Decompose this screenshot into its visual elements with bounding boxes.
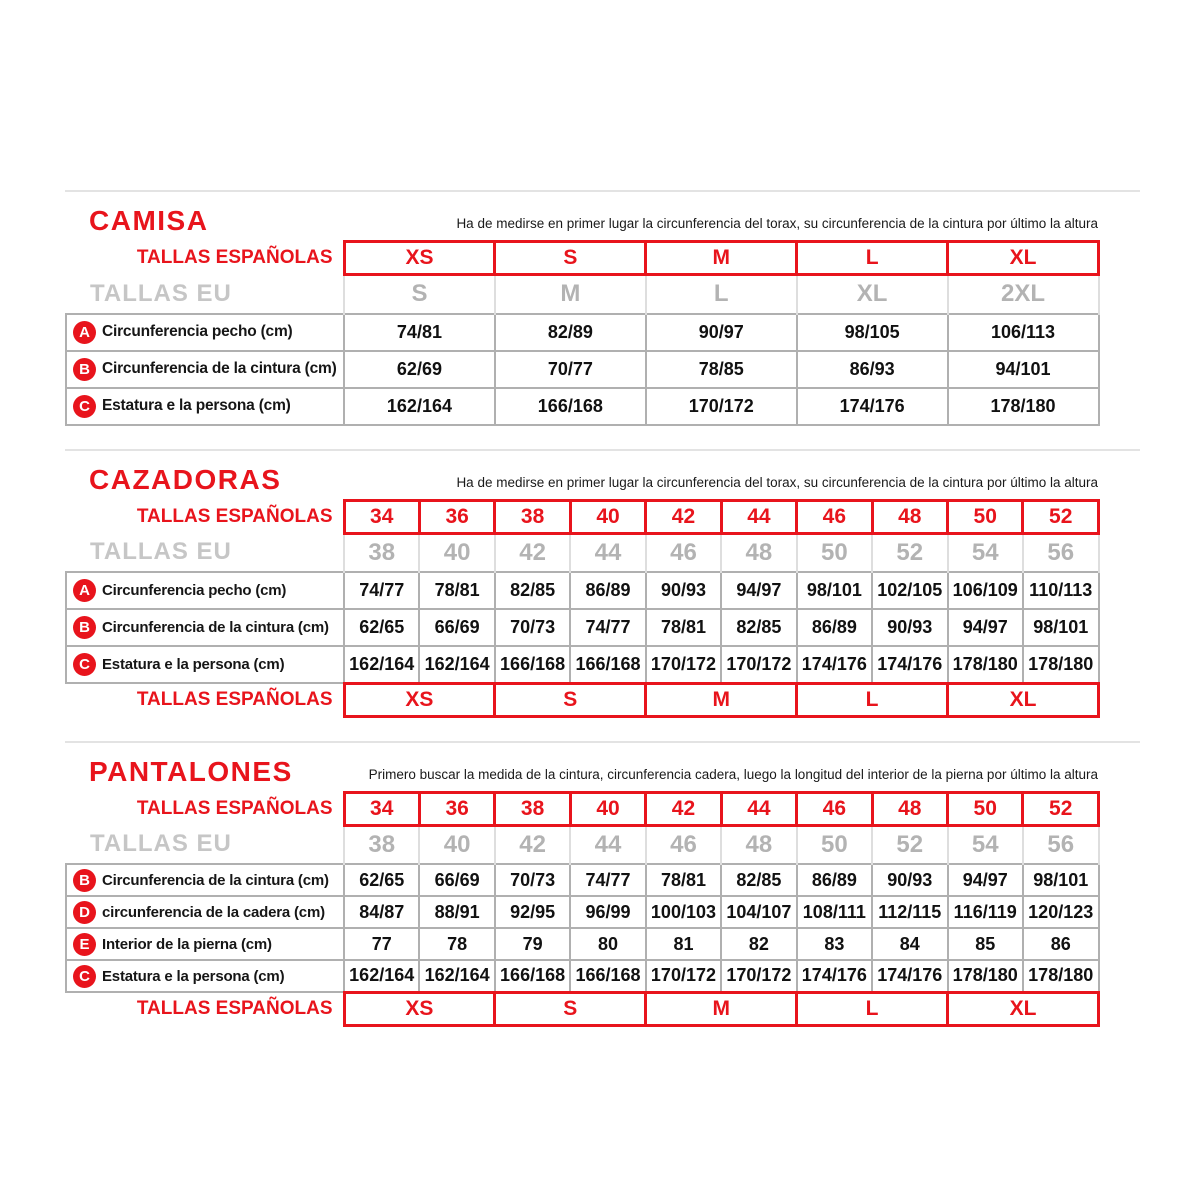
spanish-size-cell: 48: [872, 500, 947, 533]
spanish-size-cell: 40: [570, 500, 645, 533]
measurement-value-cell: 170/172: [721, 960, 796, 992]
measure-letter-badge: C: [73, 395, 96, 418]
eu-size-cell: 46: [646, 825, 721, 864]
measurement-value-cell: 86/89: [797, 864, 872, 896]
measurement-value-cell: 78/81: [646, 609, 721, 646]
spanish-sizes-label: TALLAS ESPAÑOLAS: [136, 689, 333, 710]
measurement-value-cell: 79: [495, 928, 570, 960]
spanish-size-cell: 48: [872, 792, 947, 825]
measure-letter-badge: E: [73, 933, 96, 956]
measurement-value-cell: 78/81: [419, 572, 494, 609]
eu-size-cell: 52: [872, 825, 947, 864]
measurement-value-cell: 86/89: [797, 609, 872, 646]
measure-letter-badge: A: [73, 579, 96, 602]
spanish-size-cell: 36: [419, 500, 494, 533]
measurement-value-cell: 98/101: [1023, 864, 1099, 896]
section-title: CAMISA: [89, 205, 209, 236]
eu-sizes-row: [66, 275, 1099, 314]
spanish-size-cell: S: [495, 683, 646, 716]
measurement-value-cell: 98/101: [1023, 609, 1099, 646]
spanish-size-cell: M: [646, 683, 797, 716]
measurement-label: Estatura e la persona (cm): [102, 967, 285, 985]
spanish-sizes-label: TALLAS ESPAÑOLAS: [136, 247, 333, 268]
spanish-size-cell: L: [797, 242, 948, 275]
size-table-section-cazadoras: [65, 449, 1140, 741]
spanish-size-cell: L: [797, 683, 948, 716]
eu-size-cell: 48: [721, 825, 796, 864]
eu-sizes-label: TALLAS EU: [90, 830, 232, 857]
spanish-size-cell: 38: [495, 792, 570, 825]
size-table: [65, 791, 1100, 1027]
measurement-value-cell: 178/180: [948, 388, 1099, 425]
measurement-value-cell: 66/69: [419, 609, 494, 646]
measurement-value-cell: 170/172: [646, 646, 721, 683]
measurement-value-cell: 174/176: [797, 960, 872, 992]
measurement-value-cell: 110/113: [1023, 572, 1099, 609]
measurement-value-cell: 82/85: [495, 572, 570, 609]
measurement-value-cell: 90/93: [872, 609, 947, 646]
measurement-value-cell: 90/93: [872, 864, 947, 896]
eu-size-cell: S: [344, 275, 495, 314]
measurement-label-wrap: [67, 579, 343, 602]
measurement-value-cell: 70/73: [495, 864, 570, 896]
measure-letter-badge: D: [73, 901, 96, 924]
spanish-sizes-row: [66, 500, 1099, 533]
spanish-size-cell: XL: [948, 242, 1099, 275]
measurement-value-cell: 178/180: [948, 646, 1023, 683]
measurement-label-cell: [66, 960, 344, 992]
eu-size-cell: 40: [419, 533, 494, 572]
eu-size-cell: 56: [1023, 533, 1099, 572]
spanish-size-cell: M: [646, 242, 797, 275]
measurement-value-cell: 174/176: [797, 388, 948, 425]
measurement-value-cell: 170/172: [721, 646, 796, 683]
measurement-row: [66, 960, 1099, 992]
eu-size-cell: 38: [344, 533, 419, 572]
measurement-value-cell: 85: [948, 928, 1023, 960]
size-table-section-camisa: [65, 190, 1140, 449]
measure-letter-badge: A: [73, 321, 96, 344]
measurement-value-cell: 70/77: [495, 351, 646, 388]
eu-sizes-label: TALLAS EU: [90, 538, 232, 565]
measurement-value-cell: 178/180: [1023, 646, 1099, 683]
measurement-value-cell: 78: [419, 928, 494, 960]
spanish-size-cell: 44: [721, 792, 796, 825]
measurement-label-wrap: [67, 395, 343, 418]
eu-sizes-row: [66, 533, 1099, 572]
measurement-label-cell: [66, 388, 344, 425]
spanish-size-cell: 46: [797, 792, 872, 825]
measurement-row: [66, 351, 1099, 388]
measurement-value-cell: 74/81: [344, 314, 495, 351]
measurement-value-cell: 94/97: [948, 864, 1023, 896]
measurement-value-cell: 96/99: [570, 896, 645, 928]
measurement-row: [66, 896, 1099, 928]
measurement-value-cell: 80: [570, 928, 645, 960]
measurement-value-cell: 88/91: [419, 896, 494, 928]
measurement-value-cell: 70/73: [495, 609, 570, 646]
measurement-value-cell: 81: [646, 928, 721, 960]
spanish-size-cell: L: [797, 992, 948, 1025]
spanish-sizes-label: TALLAS ESPAÑOLAS: [136, 797, 333, 819]
eu-size-cell: 40: [419, 825, 494, 864]
measurement-label: Circunferencia pecho (cm): [102, 323, 293, 340]
spanish-sizes-row: [66, 242, 1099, 275]
measurement-value-cell: 82/85: [721, 609, 796, 646]
measurement-value-cell: 84/87: [344, 896, 419, 928]
measurement-label-wrap: [67, 869, 343, 892]
spanish-size-cell: S: [495, 992, 646, 1025]
measurement-value-cell: 66/69: [419, 864, 494, 896]
section-head: [65, 192, 1140, 240]
measurement-value-cell: 74/77: [570, 609, 645, 646]
measurement-value-cell: 162/164: [344, 388, 495, 425]
spanish-size-cell: XL: [948, 683, 1099, 716]
eu-size-cell: 42: [495, 533, 570, 572]
measurement-value-cell: 166/168: [495, 960, 570, 992]
measurement-label-wrap: [67, 901, 343, 924]
measurement-value-cell: 62/65: [344, 609, 419, 646]
spanish-size-cell: 42: [646, 792, 721, 825]
spanish-sizes-label: TALLAS ESPAÑOLAS: [136, 505, 333, 527]
eu-size-cell: 54: [948, 825, 1023, 864]
measurement-value-cell: 84: [872, 928, 947, 960]
spanish-size-cell: M: [646, 992, 797, 1025]
sections-root: [65, 190, 1140, 1050]
eu-size-cell: 42: [495, 825, 570, 864]
measurement-value-cell: 104/107: [721, 896, 796, 928]
measurement-value-cell: 62/69: [344, 351, 495, 388]
measurement-value-cell: 78/81: [646, 864, 721, 896]
section-note: Ha de medirse en primer lugar la circunferencia del torax, su circunferencia de la cintura por último la altura: [456, 474, 1098, 490]
measure-letter-badge: C: [73, 653, 96, 676]
spanish-size-cell: 34: [344, 500, 419, 533]
measurement-value-cell: 98/105: [797, 314, 948, 351]
size-chart-content: [65, 190, 1140, 1050]
size-table: [65, 499, 1100, 718]
spanish-size-cell: XS: [344, 992, 495, 1025]
measurement-value-cell: 94/97: [721, 572, 796, 609]
spanish-size-cell: 36: [419, 792, 494, 825]
eu-size-cell: 2XL: [948, 275, 1099, 314]
measurement-value-cell: 174/176: [872, 960, 947, 992]
measurement-value-cell: 94/101: [948, 351, 1099, 388]
spanish-size-cell: 52: [1023, 500, 1099, 533]
measurement-value-cell: 86: [1023, 928, 1099, 960]
measurement-value-cell: 86/93: [797, 351, 948, 388]
measurement-label-cell: [66, 928, 344, 960]
measurement-label: Estatura e la persona (cm): [102, 656, 285, 673]
eu-sizes-label: TALLAS EU: [90, 279, 232, 307]
spanish-size-cell: 34: [344, 792, 419, 825]
spanish-size-cell: 40: [570, 792, 645, 825]
measurement-value-cell: 162/164: [344, 960, 419, 992]
spanish-size-cell: 44: [721, 500, 796, 533]
measurement-label-cell: [66, 314, 344, 351]
eu-size-cell: 44: [570, 533, 645, 572]
measurement-value-cell: 106/113: [948, 314, 1099, 351]
measurement-value-cell: 174/176: [872, 646, 947, 683]
measurement-label-cell: [66, 864, 344, 896]
measurement-value-cell: 82/89: [495, 314, 646, 351]
measurement-value-cell: 82/85: [721, 864, 796, 896]
measurement-value-cell: 83: [797, 928, 872, 960]
measurement-label: Circunferencia pecho (cm): [102, 582, 287, 599]
measurement-value-cell: 98/101: [797, 572, 872, 609]
measurement-label-cell: [66, 896, 344, 928]
measurement-value-cell: 178/180: [948, 960, 1023, 992]
measurement-value-cell: 170/172: [646, 388, 797, 425]
spanish-size-cell: S: [495, 242, 646, 275]
size-table-section-pantalones: [65, 741, 1140, 1050]
spanish-size-cell: 52: [1023, 792, 1099, 825]
measure-letter-badge: B: [73, 616, 96, 639]
measurement-value-cell: 166/168: [570, 646, 645, 683]
measurement-value-cell: 90/93: [646, 572, 721, 609]
measurement-value-cell: 166/168: [495, 646, 570, 683]
measurement-value-cell: 77: [344, 928, 419, 960]
measure-letter-badge: C: [73, 965, 96, 988]
eu-size-cell: 50: [797, 825, 872, 864]
section-head: [65, 451, 1140, 499]
measurement-label-wrap: [67, 653, 343, 676]
measurement-value-cell: 108/111: [797, 896, 872, 928]
measurement-label-wrap: [67, 965, 343, 988]
measurement-label: Circunferencia de la cintura (cm): [102, 360, 337, 377]
spanish-sizes-row: [66, 683, 1099, 716]
eu-size-cell: 52: [872, 533, 947, 572]
measurement-value-cell: 86/89: [570, 572, 645, 609]
measurement-value-cell: 178/180: [1023, 960, 1099, 992]
eu-size-cell: 54: [948, 533, 1023, 572]
eu-size-cell: 38: [344, 825, 419, 864]
measurement-label: Interior de la pierna (cm): [102, 935, 272, 953]
measurement-value-cell: 78/85: [646, 351, 797, 388]
measurement-label-wrap: [67, 933, 343, 956]
measurement-value-cell: 74/77: [570, 864, 645, 896]
measurement-value-cell: 106/109: [948, 572, 1023, 609]
measurement-value-cell: 120/123: [1023, 896, 1099, 928]
spanish-sizes-label: TALLAS ESPAÑOLAS: [136, 998, 333, 1019]
section-note: Ha de medirse en primer lugar la circunferencia del torax, su circunferencia de la cintura por último la altura: [456, 216, 1098, 232]
measurement-value-cell: 162/164: [419, 646, 494, 683]
spanish-size-cell: 42: [646, 500, 721, 533]
eu-size-cell: 56: [1023, 825, 1099, 864]
measurement-value-cell: 162/164: [344, 646, 419, 683]
spanish-sizes-row: [66, 792, 1099, 825]
eu-size-cell: 48: [721, 533, 796, 572]
eu-sizes-row: [66, 825, 1099, 864]
section-note: Primero buscar la medida de la cintura, circunferencia cadera, luego la longitud del interior de la pierna por último la altura: [368, 766, 1098, 782]
spanish-size-cell: XS: [344, 242, 495, 275]
size-table: [65, 240, 1100, 426]
measurement-value-cell: 166/168: [495, 388, 646, 425]
eu-size-cell: 44: [570, 825, 645, 864]
measurement-label-wrap: [67, 616, 343, 639]
measurement-value-cell: 82: [721, 928, 796, 960]
measurement-label-cell: [66, 609, 344, 646]
measurement-row: [66, 864, 1099, 896]
measurement-label: circunferencia de la cadera (cm): [102, 903, 325, 921]
measurement-label-cell: [66, 351, 344, 388]
measurement-label: Circunferencia de la cintura (cm): [102, 619, 329, 636]
measurement-label-wrap: [67, 358, 343, 381]
measurement-value-cell: 166/168: [570, 960, 645, 992]
spanish-size-cell: 50: [948, 500, 1023, 533]
measurement-value-cell: 116/119: [948, 896, 1023, 928]
eu-size-cell: M: [495, 275, 646, 314]
spanish-size-cell: 46: [797, 500, 872, 533]
measurement-value-cell: 174/176: [797, 646, 872, 683]
measurement-row: [66, 572, 1099, 609]
spanish-size-cell: XL: [948, 992, 1099, 1025]
measurement-value-cell: 62/65: [344, 864, 419, 896]
measurement-value-cell: 90/97: [646, 314, 797, 351]
eu-size-cell: 50: [797, 533, 872, 572]
measurement-value-cell: 170/172: [646, 960, 721, 992]
measurement-label: Estatura e la persona (cm): [102, 397, 291, 414]
measurement-value-cell: 94/97: [948, 609, 1023, 646]
eu-size-cell: L: [646, 275, 797, 314]
measurement-value-cell: 100/103: [646, 896, 721, 928]
section-head: [65, 743, 1140, 791]
measurement-row: [66, 646, 1099, 683]
spanish-size-cell: XS: [344, 683, 495, 716]
eu-size-cell: 46: [646, 533, 721, 572]
measure-letter-badge: B: [73, 358, 96, 381]
measurement-row: [66, 928, 1099, 960]
spanish-size-cell: 38: [495, 500, 570, 533]
measurement-label-wrap: [67, 321, 343, 344]
measurement-label-cell: [66, 572, 344, 609]
measurement-value-cell: 112/115: [872, 896, 947, 928]
eu-size-cell: XL: [797, 275, 948, 314]
measurement-row: [66, 609, 1099, 646]
measurement-value-cell: 74/77: [344, 572, 419, 609]
measurement-label: Circunferencia de la cintura (cm): [102, 871, 329, 889]
measurement-row: [66, 314, 1099, 351]
measurement-label-cell: [66, 646, 344, 683]
spanish-size-cell: 50: [948, 792, 1023, 825]
measurement-value-cell: 162/164: [419, 960, 494, 992]
measure-letter-badge: B: [73, 869, 96, 892]
measurement-row: [66, 388, 1099, 425]
section-title: PANTALONES: [89, 755, 293, 787]
measurement-value-cell: 102/105: [872, 572, 947, 609]
section-title: CAZADORAS: [89, 463, 282, 495]
measurement-value-cell: 92/95: [495, 896, 570, 928]
spanish-sizes-row: [66, 992, 1099, 1025]
